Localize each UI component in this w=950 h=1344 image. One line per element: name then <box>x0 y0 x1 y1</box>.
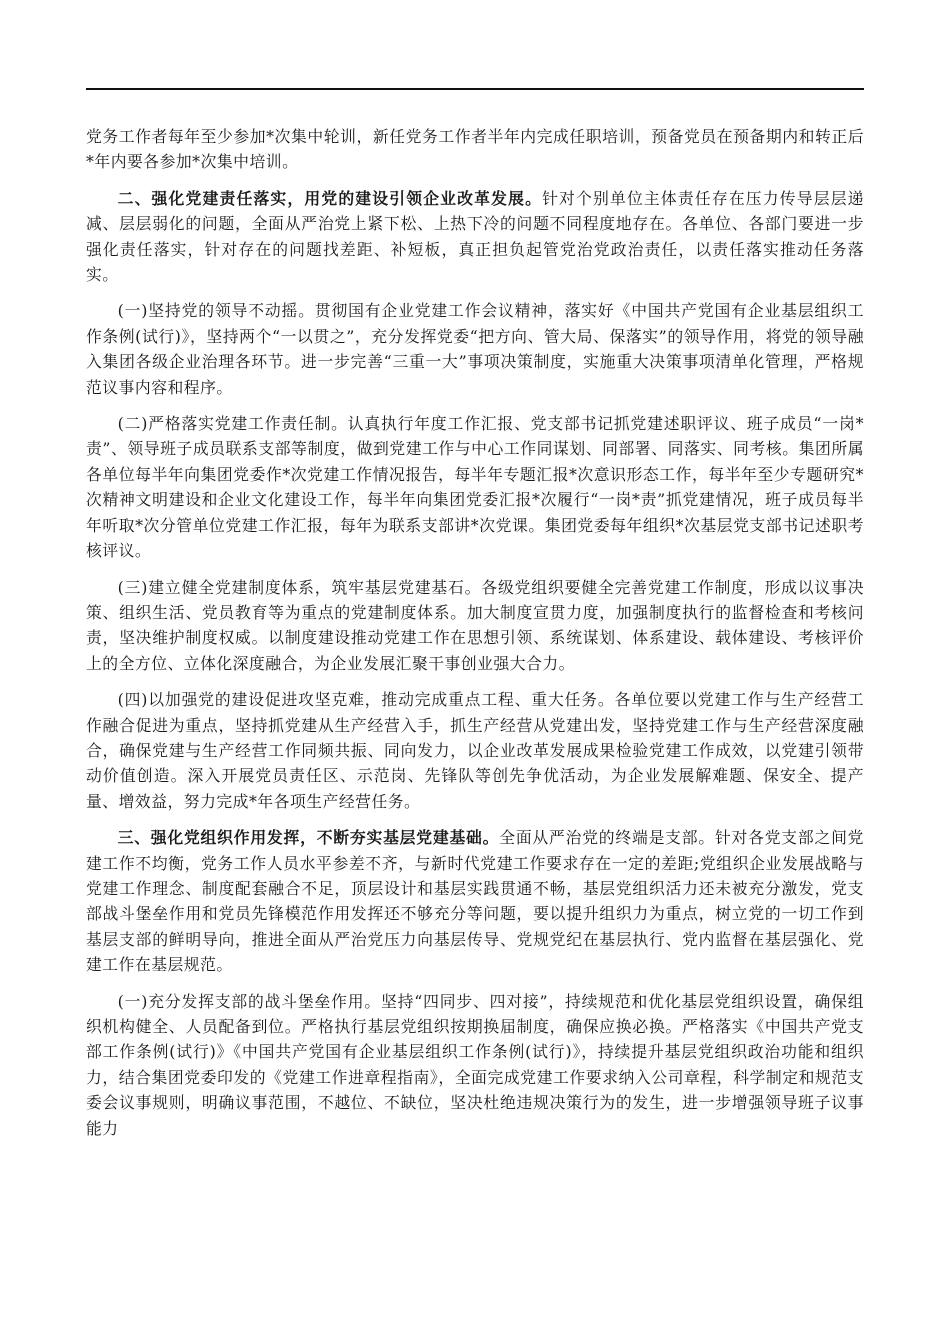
header-rule <box>86 88 864 90</box>
paragraph-text: 针对个别单位主体责任存在压力传导层层递减、层层弱化的问题，全面从严治党上紧下松、上热下冷的问题不同程度地存在。各单位、各部门要进一步强化责任落实，针对存在的问题找差距、补短板，真正担负起管党治党政治责任，以责任落实推动任务落实。 <box>86 188 864 285</box>
section-two-paragraph <box>86 186 864 288</box>
subsection-paragraph <box>86 298 864 400</box>
paragraph-text: 党务工作者每年至少参加*次集中轮训，新任党务工作者半年内完成任职培训，预备党员在预备期内和转正后*年内要各参加*次集中培训。 <box>86 127 864 172</box>
paragraph-continuation <box>86 124 864 175</box>
subsection-paragraph <box>86 575 864 677</box>
paragraph-text: (一)充分发挥支部的战斗堡垒作用。坚持“四同步、四对接”，持续规范和优化基层党组织设置，确保组织机构健全、人员配备到位。严格执行基层党组织按期换届制度，确保应换必换。严格落实《中国共产党支部工作条例(试行)》《中国共产党国有企业基层组织工作条例(试行)》，持续提升基层党组织政治功能和组织力，结合集团党委印发的《党建工作进章程指南》，全面完成党建工作要求纳入公司章程，科学制定和规范支委会议事规则，明确议事范围，不越位、不缺位，坚决杜绝违规决策行为的发生，进一步增强领导班子议事能力 <box>86 991 864 1138</box>
subsection-paragraph <box>86 989 864 1141</box>
section-heading: 三、强化党组织作用发挥，不断夯实基层党建基础。 <box>117 828 500 848</box>
paragraph-text: (三)建立健全党建制度体系，筑牢基层党建基石。各级党组织要健全完善党建工作制度，形成以议事决策、组织生活、党员教育等为重点的党建制度体系。加大制度宣贯力度，加强制度执行的监督检查和考核问责，坚决维护制度权威。以制度建设推动党建工作在思想引领、系统谋划、体系建设、载体建设、考核评价上的全方位、立体化深度融合，为企业发展汇聚干事创业强大合力。 <box>86 577 864 673</box>
paragraph-text: (四)以加强党的建设促进攻坚克难，推动完成重点工程、重大任务。各单位要以党建工作与生产经营工作融合促进为重点，坚持抓党建从生产经营入手，抓生产经营从党建出发，坚持党建工作与生产经营深度融合，确保党建与生产经营工作同频共振、同向发力，以企业改革发展成果检验党建工作成效，以党建引领带动价值创造。深入开展党员责任区、示范岗、先锋队等创先争优活动，为企业发展解难题、保安全、提产量、增效益，努力完成*年各项生产经营任务。 <box>86 690 864 811</box>
subsection-paragraph <box>86 687 864 814</box>
paragraph-text: (一)坚持党的领导不动摇。贯彻国有企业党建工作会议精神，落实好《中国共产党国有企业基层组织工作条例(试行)》，坚持两个“一以贯之”，充分发挥党委“把方向、管大局、保落实”的领导作用，将党的领导融入集团各级企业治理各环节。进一步完善“三重一大”事项决策制度，实施重大决策事项清单化管理，严格规范议事内容和程序。 <box>86 301 864 397</box>
section-heading: 二、强化党建责任落实，用党的建设引领企业改革发展。 <box>117 188 543 208</box>
subsection-paragraph <box>86 411 864 563</box>
paragraph-text: 全面从严治党的终端是支部。针对各党支部之间党建工作不均衡，党务工作人员水平参差不齐，与新时代党建工作要求存在一定的差距;党组织企业发展战略与党建工作理念、制度配套融合不足，顶层设计和基层实践贯通不畅，基层党组织活力还未被充分激发，党支部战斗堡垒作用和党员先锋模范作用发挥还不够充分等问题，要以提升组织力为重点，树立党的一切工作到基层支部的鲜明导向，推进全面从严治党压力向基层传导、党规党纪在基层执行、党内监督在基层强化、党建工作在基层规范。 <box>86 828 864 975</box>
document-body <box>86 124 864 1152</box>
paragraph-text: (二)严格落实党建工作责任制。认真执行年度工作汇报、党支部书记抓党建述职评议、班子成员“一岗*责”、领导班子成员联系支部等制度，做到党建工作与中心工作同谋划、同部署、同落实、同考核。集团所属各单位每半年向集团党委作*次党建工作情况报告，每半年专题汇报*次意识形态工作，每半年至少专题研究*次精神文明建设和企业文化建设工作，每半年向集团党委汇报*次履行“一岗*责”抓党建情况，班子成员每半年听取*次分管单位党建工作汇报，每年为联系支部讲*次党课。集团党委每年组织*次基层党支部书记述职考核评议。 <box>86 414 864 561</box>
section-three-paragraph <box>86 825 864 977</box>
